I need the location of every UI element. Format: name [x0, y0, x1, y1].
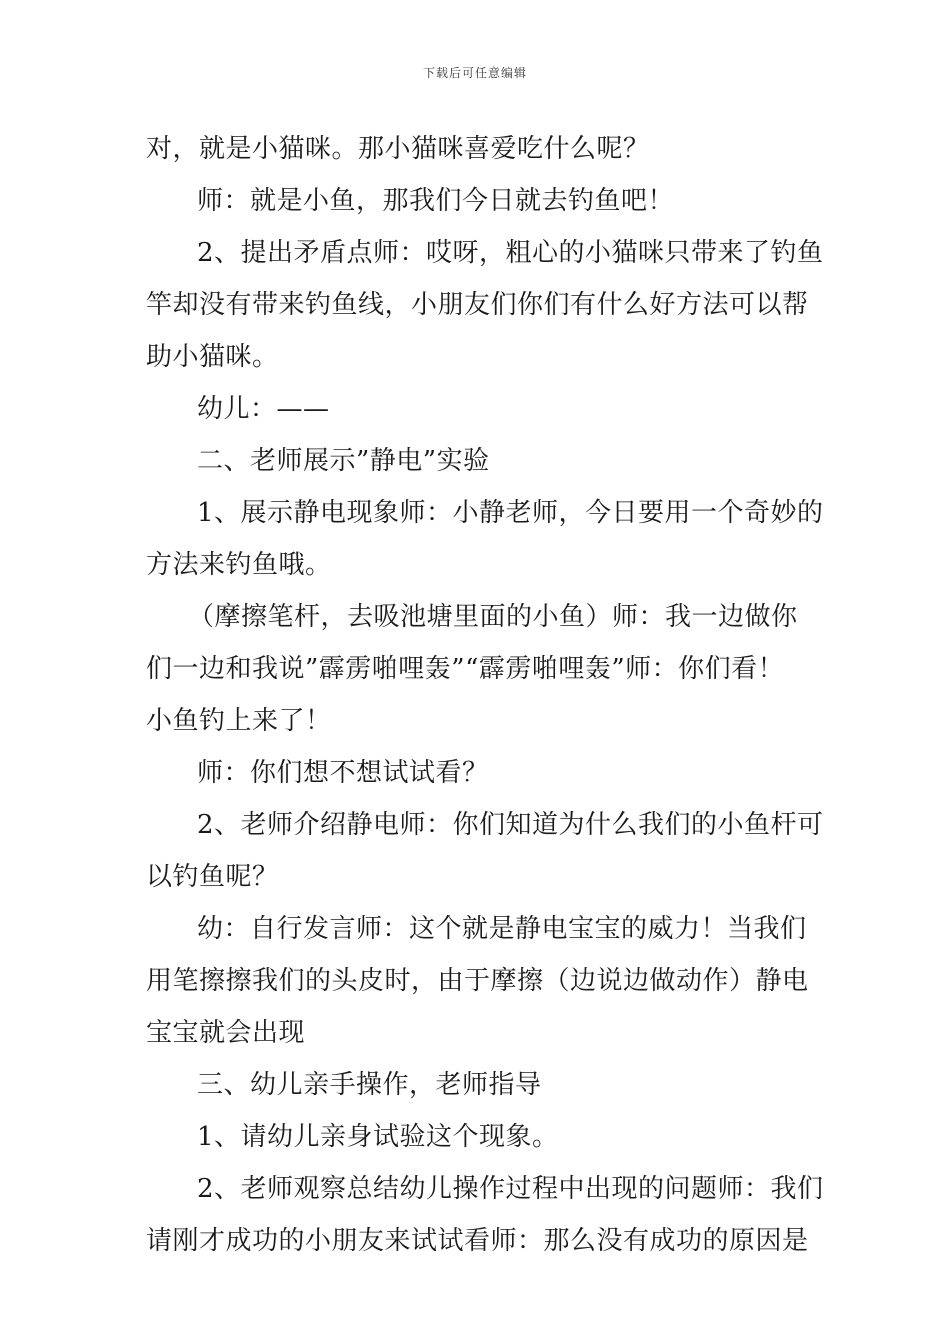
paragraph-line: （摩擦笔杆，去吸池塘里面的小鱼）师：我一边做你 — [188, 602, 798, 632]
paragraph-line: 2、老师观察总结幼儿操作过程中出现的问题师：我们 — [197, 1174, 824, 1204]
paragraph-line: 师：就是小鱼，那我们今日就去钓鱼吧！ — [197, 186, 675, 216]
paragraph-line: 对，就是小猫咪。那小猫咪喜爱吃什么呢？ — [146, 134, 650, 164]
paragraph-line: 宝宝就会出现 — [146, 1018, 306, 1048]
paragraph-line: 助小猫咪。 — [146, 342, 279, 372]
paragraph-line: 幼：自行发言师：这个就是静电宝宝的威力！当我们 — [197, 914, 807, 944]
paragraph-line: 竿却没有带来钓鱼线，小朋友们你们有什么好方法可以帮 — [146, 290, 809, 320]
section-heading: 三、幼儿亲手操作，老师指导 — [197, 1070, 542, 1100]
paragraph-line: 以钓鱼呢？ — [146, 862, 279, 892]
paragraph-line: 们一边和我说”霹雳啪哩轰”“霹雳啪哩轰”师：你们看！ — [146, 654, 785, 684]
paragraph-line: 请刚才成功的小朋友来试试看师：那么没有成功的原因是 — [146, 1226, 809, 1256]
paragraph-line: 用笔擦擦我们的头皮时，由于摩擦（边说边做动作）静电 — [146, 966, 809, 996]
paragraph-line: 方法来钓鱼哦。 — [146, 550, 332, 580]
paragraph-line: 2、老师介绍静电师：你们知道为什么我们的小鱼杆可 — [197, 810, 824, 840]
paragraph-line: 小鱼钓上来了！ — [146, 706, 332, 736]
paragraph-line: 幼儿：—— — [197, 394, 330, 424]
paragraph-line: 1、展示静电现象师：小静老师，今日要用一个奇妙的 — [197, 498, 824, 528]
page-header-note: 下载后可任意编辑 — [422, 66, 527, 80]
section-heading: 二、老师展示”静电”实验 — [197, 446, 490, 476]
paragraph-line: 师：你们想不想试试看？ — [197, 758, 489, 788]
paragraph-line: 1、请幼儿亲身试验这个现象。 — [197, 1122, 559, 1152]
document-body — [146, 123, 824, 1267]
paragraph-line: 2、提出矛盾点师：哎呀，粗心的小猫咪只带来了钓鱼 — [197, 238, 824, 268]
